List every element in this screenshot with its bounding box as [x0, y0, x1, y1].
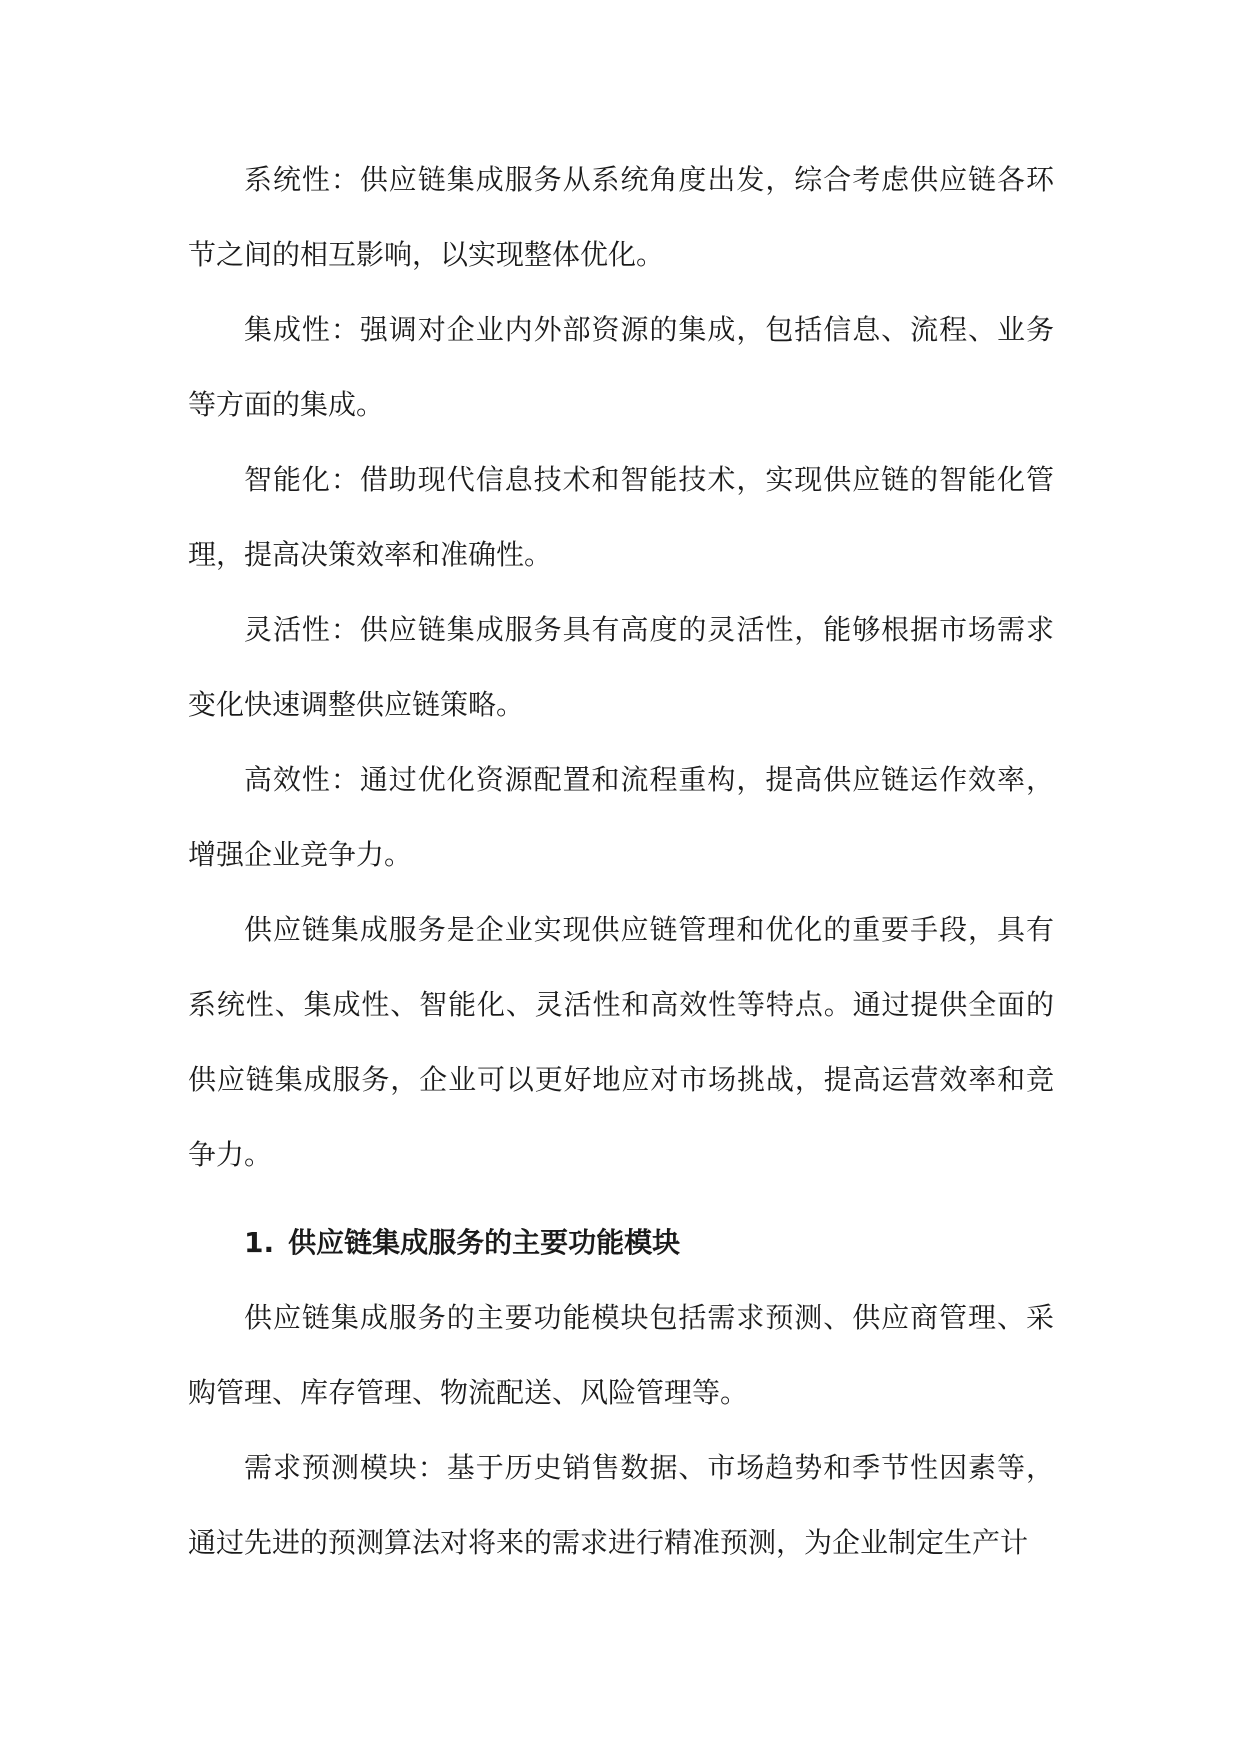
- section-title: 供应链集成服务的主要功能模块: [288, 1226, 681, 1259]
- paragraph-intelligence: 智能化：借助现代信息技术和智能技术，实现供应链的智能化管理，提高决策效率和准确性。: [188, 463, 1054, 571]
- paragraph-systematic: 系统性：供应链集成服务从系统角度出发，综合考虑供应链各环节之间的相互影响，以实现整体优化。: [188, 163, 1054, 271]
- paragraph-summary: 供应链集成服务是企业实现供应链管理和优化的重要手段，具有系统性、集成性、智能化、灵活性和高效性等特点。通过提供全面的供应链集成服务，企业可以更好地应对市场挑战，提高运营效率和竞争力。: [188, 913, 1054, 1171]
- paragraph-modules-overview: 供应链集成服务的主要功能模块包括需求预测、供应商管理、采购管理、库存管理、物流配送、风险管理等。: [188, 1301, 1054, 1409]
- section-heading: [188, 1205, 1054, 1280]
- document-body: [188, 142, 1054, 1580]
- paragraph-flexibility: 灵活性：供应链集成服务具有高度的灵活性，能够根据市场需求变化快速调整供应链策略。: [188, 613, 1054, 721]
- paragraph-efficiency: 高效性：通过优化资源配置和流程重构，提高供应链运作效率，增强企业竞争力。: [188, 763, 1054, 871]
- paragraph-integration: 集成性：强调对企业内外部资源的集成，包括信息、流程、业务等方面的集成。: [188, 313, 1054, 421]
- paragraph-demand-forecast: 需求预测模块：基于历史销售数据、市场趋势和季节性因素等，通过先进的预测算法对将来的需求进行精准预测，为企业制定生产计: [188, 1451, 1054, 1559]
- section-number: 1.: [244, 1226, 275, 1259]
